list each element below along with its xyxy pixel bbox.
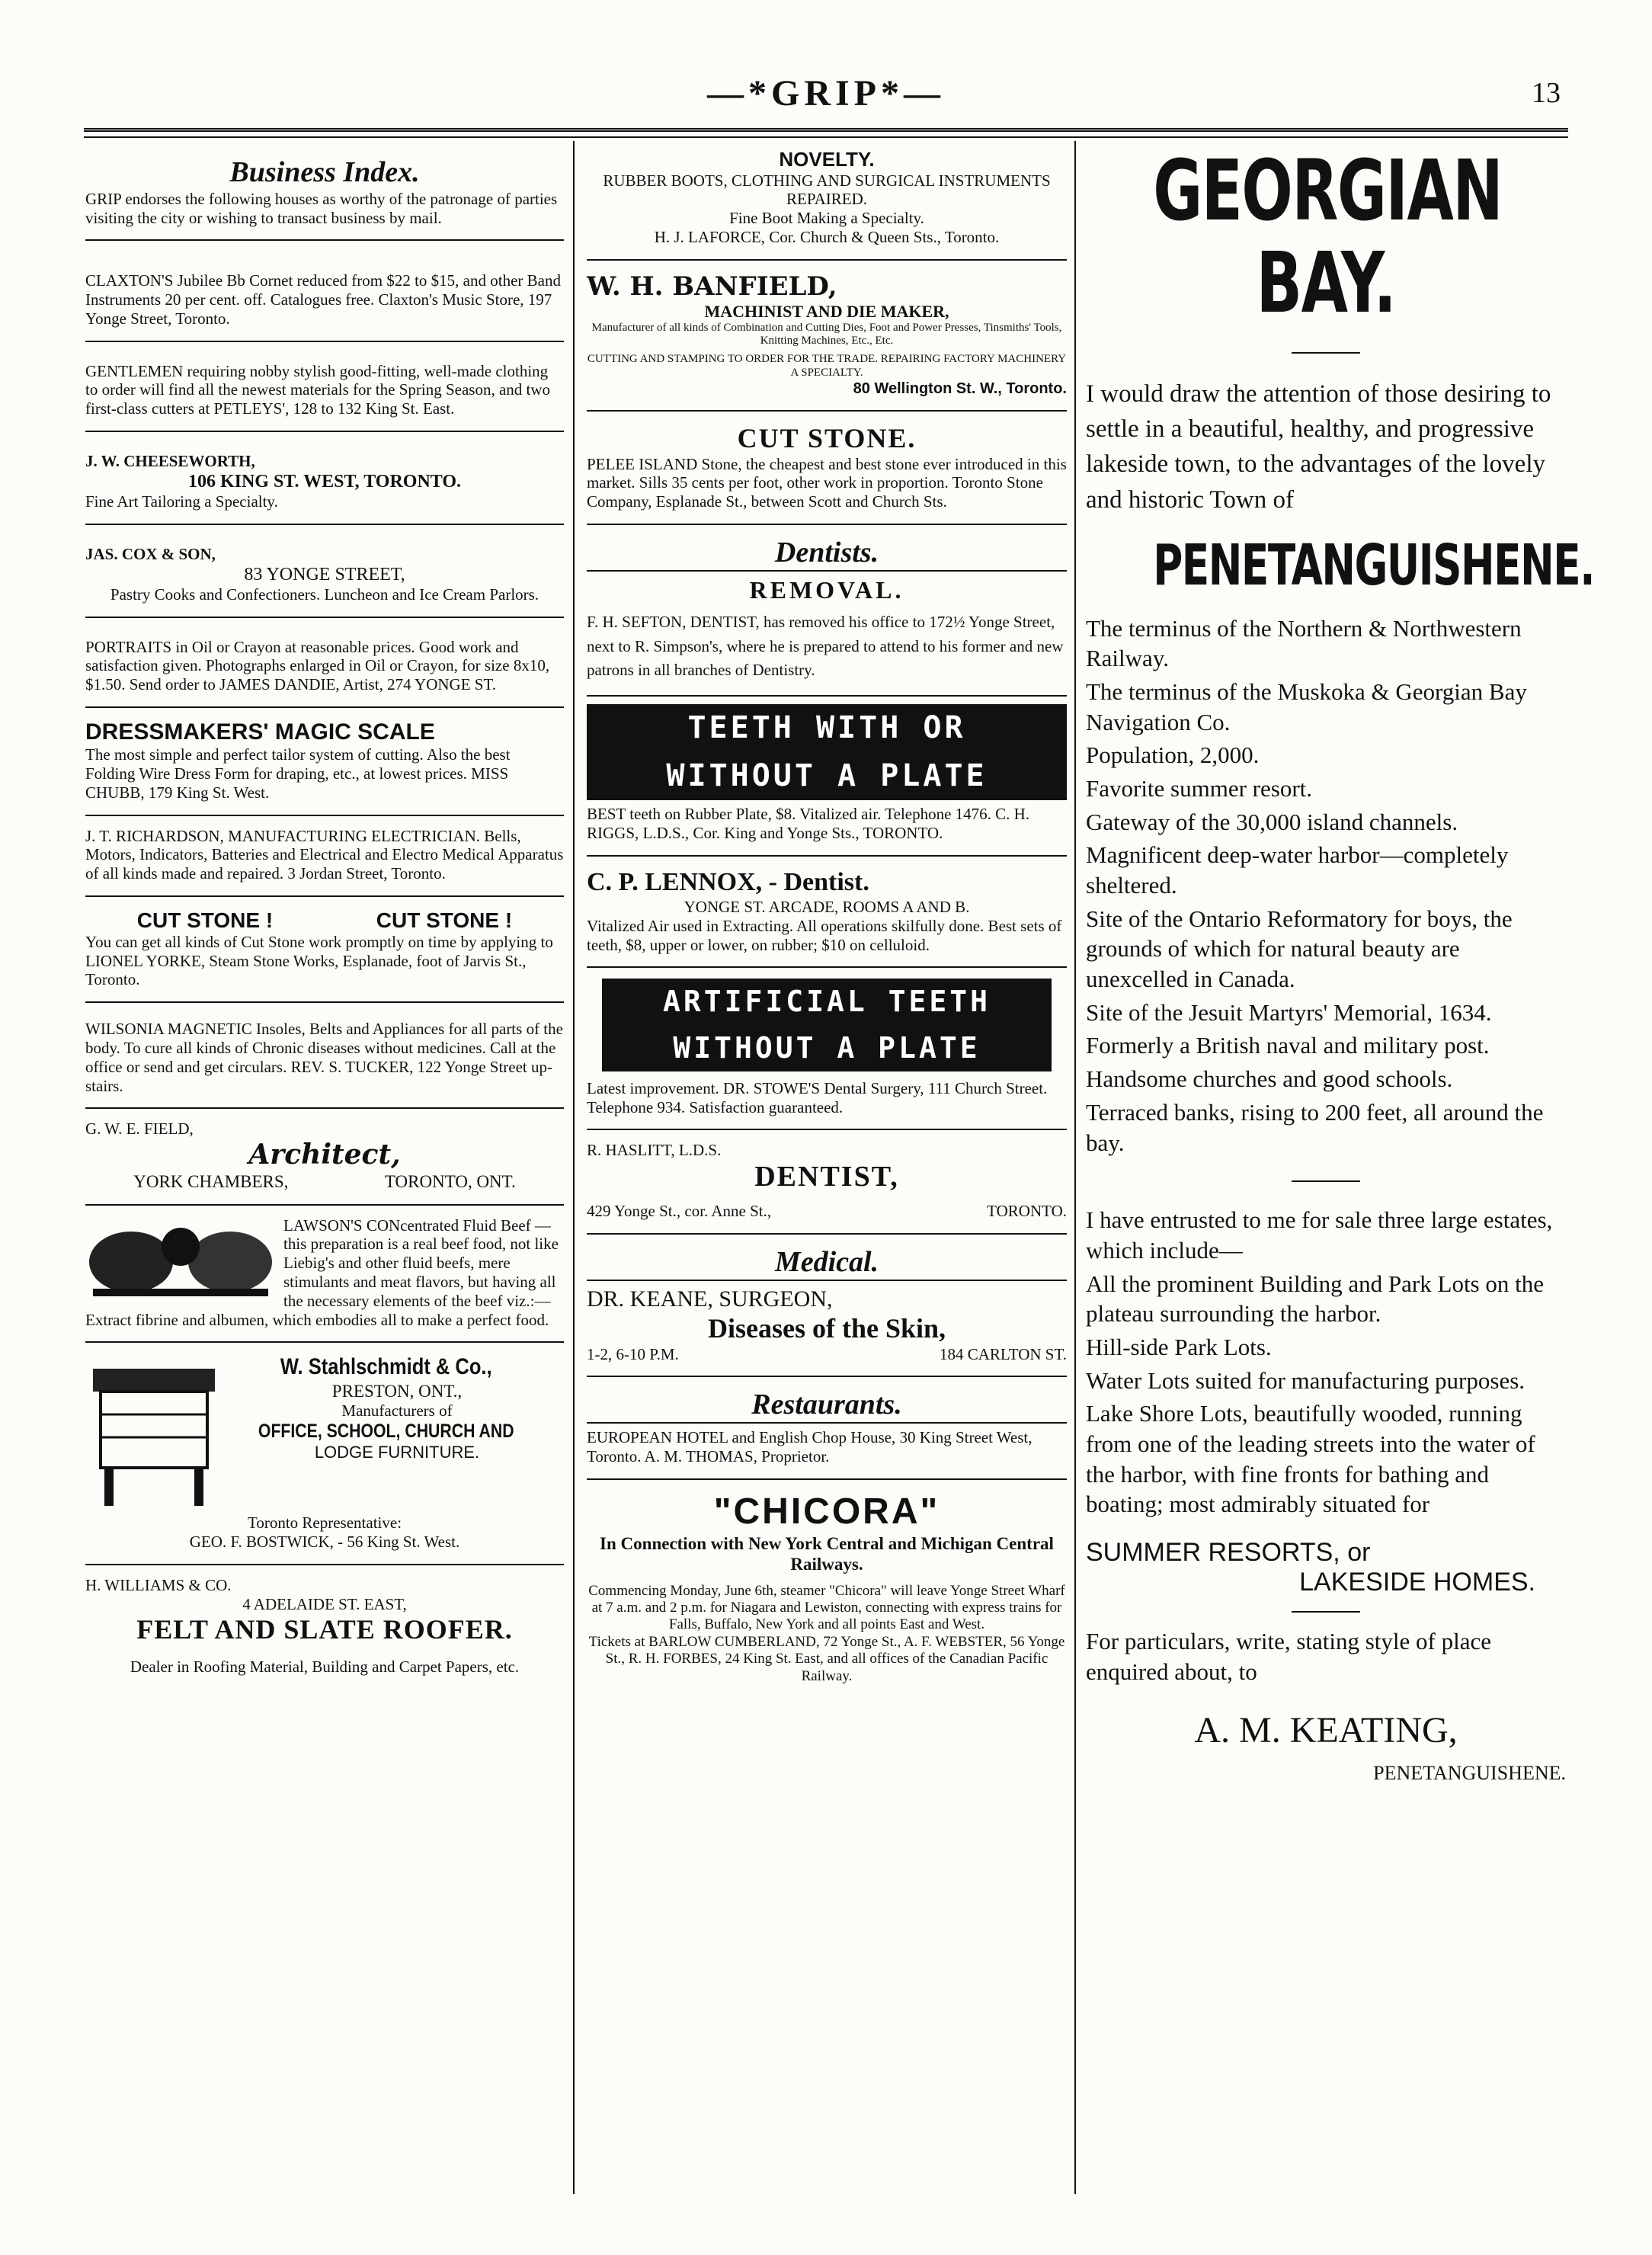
stahlschmidt-rep: Toronto Representative:: [247, 1513, 402, 1533]
banfield-name: W. H. BANFIELD,: [587, 271, 837, 302]
town-title: PENETANGUISHENE.: [1153, 532, 1595, 598]
field-name: G. W. E. FIELD,: [85, 1119, 194, 1139]
feature-item: Favorite summer resort.: [1086, 775, 1313, 802]
dressmakers-title: DRESSMAKERS' MAGIC SCALE: [85, 719, 435, 745]
field-architect: Architect,: [248, 1139, 401, 1171]
banfield-products: Manufacturer of all kinds of Combination and Cutting Dies, Foot and Power Presses, Tinsmiths' Tools, Knitting Machines, Etc., Etc.: [591, 321, 1062, 348]
estate-item: All the prominent Building and Park Lots on the plateau surrounding the harbor.: [1086, 1270, 1544, 1328]
feature-item: The terminus of the Northern & Northwestern Railway.: [1086, 614, 1522, 672]
williams-name: H. WILLIAMS & CO.: [85, 1575, 232, 1594]
williams-note: Dealer in Roofing Material, Building and Carpet Papers, etc.: [130, 1657, 520, 1676]
williams-trade: FELT AND SLATE ROOFER.: [136, 1614, 513, 1645]
artificial-banner-1: ARTIFICIAL TEETH: [602, 979, 1052, 1025]
ad-field: [85, 1109, 564, 1205]
lennox-name: C. P. LENNOX, - Dentist.: [587, 867, 869, 896]
ad-riggs: [587, 697, 1067, 857]
cut-stone-text: You can get all kinds of Cut Stone work promptly on time by applying to LIONEL YORKE, Steam Stone Works, Esplanade, foot of Jarvis St., Toronto.: [85, 932, 553, 989]
cheeseworth-address: 106 KING ST. WEST, TORONTO.: [187, 471, 462, 492]
ad-claxton-text: CLAXTON'S Jubilee Bb Cornet reduced from $22 to $15, and other Band Instruments 20 per cent. off. Catalogues free. Claxton's Music Store, 197 Yonge Street, Toronto.: [85, 271, 561, 328]
cheeseworth-note: Fine Art Tailoring a Specialty.: [85, 492, 278, 511]
ad-wilsonia: [85, 1003, 564, 1109]
estates-list: [1086, 1205, 1566, 1520]
feature-item: Site of the Jesuit Martyrs' Memorial, 1634.: [1086, 998, 1492, 1026]
lennox-address: YONGE ST. ARCADE, ROOMS A AND B.: [684, 898, 970, 916]
georgian-bay-title: GEORGIAN BAY.: [1153, 142, 1503, 332]
lawson-text: LAWSON'S CONcentrated Fluid Beef —this preparation is a real beef food, not like Liebig's and other fluid beefs, mere stimulants and meat flavors, but having all the necessary elements of the beef viz.:—Extract fibrine and albumen, which embodies all to make a perfect food.: [85, 1216, 559, 1329]
removal-title: REMOVAL.: [587, 570, 1067, 605]
ad-lennox: [587, 857, 1067, 968]
lawson-illustration-icon: [85, 1216, 276, 1300]
estate-item: Hill-side Park Lots.: [1086, 1333, 1272, 1360]
haslitt-name: R. HASLITT, L.D.S.: [587, 1141, 722, 1160]
ad-cheeseworth: [85, 432, 564, 525]
ad-portraits: [85, 618, 564, 708]
cox-note: Pastry Cooks and Confectioners. Luncheon and Ice Cream Parlors.: [110, 585, 539, 604]
masthead: —*GRIP*—: [707, 73, 945, 114]
cox-name: JAS. COX & SON,: [85, 544, 216, 563]
page-number: 13: [1532, 77, 1561, 109]
keane-address: 184 CARLTON ST.: [939, 1344, 1067, 1363]
estate-item: I have entrusted to me for sale three large estates, which include—: [1086, 1206, 1553, 1264]
stahlschmidt-products: OFFICE, SCHOOL, CHURCH AND: [258, 1420, 514, 1442]
cut-stone-title-1: CUT STONE !: [136, 908, 274, 932]
keane-name: DR. KEANE, SURGEON,: [587, 1280, 1067, 1312]
banfield-trade: MACHINIST AND DIE MAKER,: [704, 301, 949, 321]
lennox-text: Vitalized Air used in Extracting. All operations skilfully done. Best sets of teeth, $8, upper or lower, on rubber; $10 on celluloid.: [587, 916, 1062, 954]
stahlschmidt-name: W. Stahlschmidt & Co.,: [280, 1354, 492, 1380]
keane-hours: 1-2, 6-10 P.M.: [587, 1344, 679, 1363]
ad-cut-stone-2: [587, 412, 1067, 525]
keane-specialty: Diseases of the Skin,: [707, 1313, 946, 1344]
novelty-specialty: Fine Boot Making a Specialty.: [729, 209, 924, 228]
ad-banfield: [587, 261, 1067, 412]
short-rule-1: [1292, 352, 1360, 354]
medical-heading: Medical.: [774, 1245, 879, 1278]
estate-item: Lake Shore Lots, beautifully wooded, running from one of the leading streets into the water of the harbor, with fine fronts for bathing and boating; most admirably situated for: [1086, 1400, 1535, 1518]
ad-chicora: [587, 1480, 1067, 1697]
stahlschmidt-city: PRESTON, ONT.,: [331, 1381, 463, 1401]
chicora-title: "CHICORA": [713, 1491, 940, 1532]
particulars-text: For particulars, write, stating style of place enquired about, to: [1086, 1627, 1492, 1685]
column-rule-1: [573, 141, 575, 2194]
haslitt-address: 429 Yonge St., cor. Anne St.,: [587, 1202, 772, 1221]
short-rule-2: [1292, 1180, 1360, 1182]
ad-petleys: [85, 342, 564, 432]
estate-item: Water Lots suited for manufacturing purposes.: [1086, 1366, 1526, 1394]
top-rule: [84, 128, 1568, 138]
stahlschmidt-lodge: LODGE FURNITURE.: [314, 1443, 480, 1462]
teeth-banner-1: TEETH WITH OR: [587, 704, 1067, 752]
short-rule-3: [1292, 1611, 1360, 1613]
chicora-connection: In Connection with New York Central and Michigan Central Railways.: [600, 1534, 1054, 1574]
haslitt-city: TORONTO.: [987, 1202, 1067, 1221]
ad-lawson: [85, 1206, 564, 1344]
features-list: [1086, 613, 1566, 1158]
european-hotel-text: EUROPEAN HOTEL and English Chop House, 30 King Street West, Toronto. A. M. THOMAS, Proprietor.: [587, 1422, 1067, 1466]
business-index: [85, 145, 564, 241]
feature-item: Gateway of the 30,000 island channels.: [1086, 808, 1458, 835]
ad-cox: [85, 525, 564, 618]
ad-stowe: [587, 968, 1067, 1130]
ad-petleys-text: GENTLEMEN requiring nobby stylish good-fitting, well-made clothing to order will find all the newest materials for the Spring Season, and two first-class cutters at PETLEYS', 128 to 132 King St. East.: [85, 361, 551, 418]
cox-address: 83 YONGE STREET,: [244, 564, 405, 585]
ad-cut-stone: [85, 897, 564, 1003]
field-city: TORONTO, ONT.: [384, 1171, 516, 1191]
riggs-text: BEST teeth on Rubber Plate, $8. Vitalized air. Telephone 1476. C. H. RIGGS, L.D.S., Cor. King and Yonge Sts., TORONTO.: [587, 805, 1030, 843]
teeth-banner-2: WITHOUT A PLATE: [587, 752, 1067, 800]
column-1: [85, 145, 564, 1693]
chicora-schedule: Commencing Monday, June 6th, steamer "Chicora" will leave Yonge Street Wharf at 7 a.m. and 2 p.m. for Niagara and Lewiston, connecting with express trains for Falls, Buffalo, New York and all points East and West.: [588, 1582, 1065, 1633]
dentists-heading: Dentists.: [774, 536, 879, 569]
ad-haslitt: [587, 1130, 1067, 1234]
ad-novelty: [587, 145, 1067, 261]
stahlschmidt-rep-address: GEO. F. BOSTWICK, - 56 King St. West.: [189, 1533, 460, 1552]
business-index-text: GRIP endorses the following houses as worthy of the patronage of parties visiting the city or wishing to transact business by mail.: [85, 189, 558, 227]
novelty-address: H. J. LAFORCE, Cor. Church & Queen Sts., Toronto.: [654, 227, 1000, 246]
artificial-banner-2: WITHOUT A PLATE: [602, 1025, 1052, 1071]
feature-item: The terminus of the Muskoka & Georgian Bay Navigation Co.: [1086, 678, 1527, 735]
business-index-title: Business Index.: [229, 156, 420, 188]
feature-item: Terraced banks, rising to 200 feet, all around the bay.: [1086, 1098, 1544, 1156]
feature-item: Magnificent deep-water harbor—completely sheltered.: [1086, 841, 1509, 899]
cheeseworth-name: J. W. CHEESEWORTH,: [85, 451, 255, 470]
cut-stone-title-2: CUT STONE !: [376, 908, 513, 932]
dressmakers-text: The most simple and perfect tailor system of cutting. Also the best Folding Wire Dress Form for draping, etc., at lowest prices. MISS CHUBB, 179 King St. West.: [85, 745, 511, 802]
ad-claxton: [85, 241, 564, 341]
ad-dressmakers: [85, 708, 564, 816]
section-medical: [587, 1235, 1067, 1377]
feature-item: Formerly a British naval and military post.: [1086, 1032, 1490, 1059]
stahlschmidt-manufacturers: Manufacturers of: [341, 1401, 453, 1420]
stowe-text: Latest improvement. DR. STOWE'S Dental Surgery, 111 Church Street. Telephone 934. Satisfaction guaranteed.: [587, 1078, 1048, 1116]
chicora-tickets: Tickets at BARLOW CUMBERLAND, 72 Yonge St., A. F. WEBSTER, 56 Yonge St., R. H. FORBES, 24 King St. East, and all offices of the Canadian Pacific Railway.: [588, 1633, 1065, 1684]
novelty-text: RUBBER BOOTS, CLOTHING AND SURGICAL INSTRUMENTS REPAIRED.: [603, 171, 1051, 209]
section-restaurants: [587, 1377, 1067, 1479]
portraits-text: PORTRAITS in Oil or Crayon at reasonable prices. Good work and satisfaction given. Photographs enlarged in Oil or Crayon, for size 8x10, $1.50. Send order to JAMES DANDIE, Artist, 274 YONGE ST.: [85, 637, 550, 694]
field-chambers: YORK CHAMBERS,: [133, 1171, 289, 1191]
sefton-text: F. H. SEFTON, DENTIST, has removed his office to 172½ Yonge Street, next to R. Simpson's, where he is prepared to attend to his former and new patrons in all branches of Dentistry.: [587, 613, 1064, 680]
ad-richardson: [85, 816, 564, 897]
williams-address: 4 ADELAIDE ST. EAST,: [242, 1594, 407, 1613]
keating-name: A. M. KEATING,: [1194, 1710, 1458, 1751]
banfield-address: 80 Wellington St. W., Toronto.: [853, 380, 1067, 397]
georgian-bay-intro: I would draw the attention of those desiring to settle in a beautiful, healthy, and progressive lakeside town, to the advantages of the lovely and historic Town of: [1086, 380, 1551, 514]
ad-williams: [85, 1565, 564, 1693]
section-dentists: [587, 525, 1067, 697]
feature-item: Handsome churches and good schools.: [1086, 1065, 1453, 1093]
column-2: [587, 145, 1067, 1697]
ad-stahlschmidt: [85, 1343, 564, 1565]
wilsonia-text: WILSONIA MAGNETIC Insoles, Belts and Appliances for all parts of the body. To cure all kinds of Chronic diseases without medicines. Call at the office or send and get circulars. REV. S. TUCKER, 122 Yonge Street up-stairs.: [85, 1020, 563, 1095]
haslitt-dentist: DENTIST,: [754, 1161, 899, 1193]
cutstone-title: CUT STONE.: [737, 423, 917, 454]
feature-item: Site of the Ontario Reformatory for boys, the grounds of which for natural beauty are unexcelled in Canada.: [1086, 905, 1513, 993]
feature-item: Population, 2,000.: [1086, 742, 1260, 769]
lakeside-homes: LAKESIDE HOMES.: [1299, 1567, 1535, 1597]
novelty-title: NOVELTY.: [779, 148, 875, 171]
restaurants-heading: Restaurants.: [751, 1389, 902, 1421]
richardson-text: J. T. RICHARDSON, MANUFACTURING ELECTRICIAN. Bells, Motors, Indicators, Batteries and Electrical and Electro Medical Apparatus of all kinds made and repaired. 3 Jordan Street, Toronto.: [85, 826, 564, 883]
keating-town: PENETANGUISHENE.: [1373, 1762, 1566, 1785]
cutstone-text: PELEE ISLAND Stone, the cheapest and best stone ever introduced in this market. Sills 35 cents per foot, other work in proportion. Toronto Stone Company, Esplanade St., between Scott and Church Sts.: [587, 454, 1067, 511]
column-3: [1086, 142, 1595, 1785]
column-rule-2: [1074, 141, 1076, 2194]
banfield-services: CUTTING AND STAMPING TO ORDER FOR THE TRADE. REPAIRING FACTORY MACHINERY A SPECIALTY.: [587, 353, 1067, 379]
summer-resorts: SUMMER RESORTS, or: [1086, 1537, 1371, 1567]
